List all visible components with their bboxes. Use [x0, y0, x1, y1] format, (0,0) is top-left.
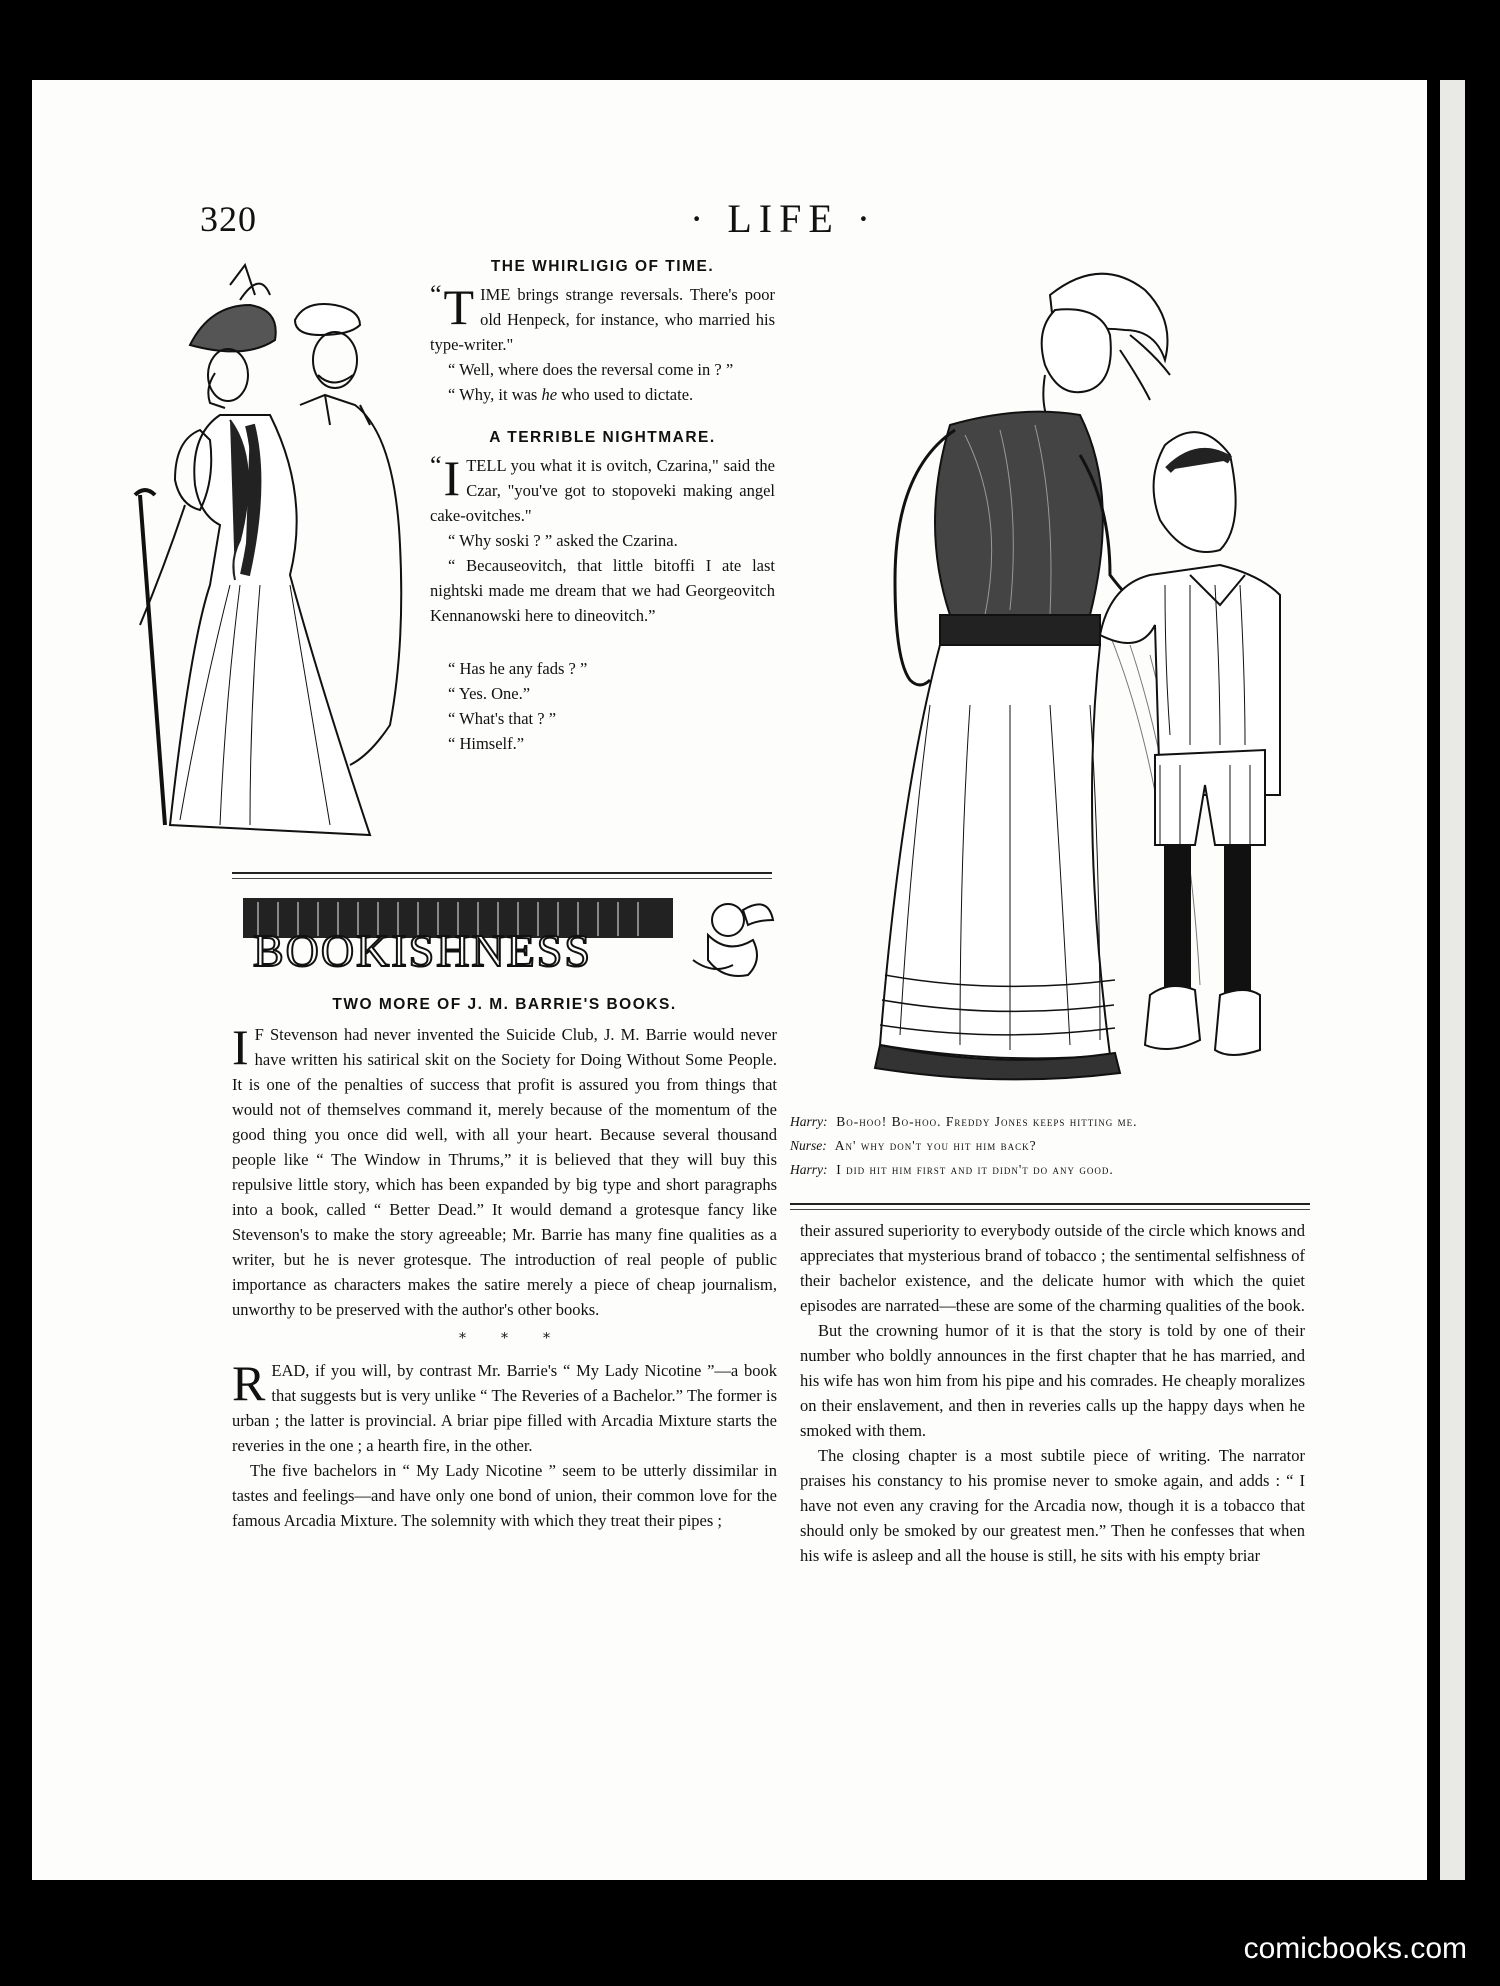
speaker: Harry:	[790, 1114, 828, 1129]
couple-illustration	[130, 255, 430, 855]
drop-cap: I	[232, 1019, 249, 1075]
nightmare-paragraph-1: “ I TELL you what it is ovitch, Czarina," said the Czar, "you've got to stopoveki making angel cake-ovitches."	[430, 450, 775, 525]
speaker: Nurse:	[790, 1138, 827, 1153]
speaker: Harry:	[790, 1162, 828, 1177]
section-stars: ⁎ ⁎ ⁎	[459, 1327, 550, 1342]
bookishness-banner	[238, 890, 778, 980]
caption-line-2: Nurse: An' why don't you hit him back?	[790, 1138, 1037, 1153]
whirligig-paragraph-3: “ Why, it was he who used to dictate.	[448, 385, 694, 404]
drop-cap: I	[443, 450, 461, 506]
divider-rule	[790, 1203, 1310, 1205]
masthead: · LIFE ·	[690, 196, 878, 241]
divider-rule	[790, 1209, 1310, 1210]
divider-rule	[232, 878, 772, 879]
fads-dialogue: “ Has he any fads ? ” “ Yes. One.” “ What's that ? ” “ Himself.”	[448, 659, 588, 753]
whirligig-paragraph-2: “ Well, where does the reversal come in ? ”	[448, 360, 734, 379]
divider-rule	[232, 872, 772, 874]
bookishness-banner-text: BOOKISHNESS	[253, 925, 592, 976]
bookishness-paragraph-3: The five bachelors in “ My Lady Nicotine ” seem to be utterly dissimilar in tastes and feelings—and have only one bond of union, their common love for the famous Arcadia Mixture. The solemnity with which they treat their pipes ;	[232, 1461, 777, 1530]
nurse-and-boy-illustration	[790, 255, 1380, 1105]
bookishness-title: TWO MORE OF J. M. BARRIE'S BOOKS.	[332, 996, 677, 1013]
bookishness-paragraph-2: R EAD, if you will, by contrast Mr. Barrie's “ My Lady Nicotine ”—a book that suggests but is very unlike “ The Reveries of a Bachelor.” The former is urban ; the latter is provincial. A briar pipe filled with Arcadia Mixture starts the reveries in the one ; a hearth fire, in the other.	[232, 1355, 777, 1455]
bookishness-paragraph-1: I F Stevenson had never invented the Suicide Club, J. M. Barrie would never have written his satirical skit on the Society for Doing Without Some People. It is one of the penalties of success that profit is assured you from things that would not of themselves command it, merely because of the momentum of the good thing you once did well, with all your heart. Because several thousand people like “ The Window in Thrums,” it is believed that they will buy this repulsive little story, which has been expanded by big type and short paragraphs into a book, called “ Better Dead.” It would demand a grotesque fancy like Stevenson's to make the story agreeable; Mr. Barrie has many fine qualities as a writer, but he is never grotesque. The introduction of real people of public importance as characters makes the satire merely a piece of cheap journalism, unworthy to be preserved with the author's other books.	[232, 1019, 777, 1319]
caption-line-3: Harry: I did hit him first and it didn't do any good.	[790, 1162, 1114, 1177]
adjacent-page-edge	[1440, 80, 1465, 1880]
cartoon-caption	[790, 1110, 1310, 1182]
caption-line-1: Harry: Bo-hoo! Bo-hoo. Freddy Jones keeps hitting me.	[790, 1114, 1138, 1129]
bookishness-paragraph-5: But the crowning humor of it is that the story is told by one of their number who boldly announces in the first chapter that he has married, and his wife has won him from his pipe and his comrades. He cheaply moralizes on their enslavement, and then in reveries calls up the happy days when he smoked with them.	[800, 1321, 1305, 1440]
whirligig-paragraph-1: “ T IME brings strange reversals. There's poor old Henpeck, for instance, who married his type-writer."	[430, 279, 775, 354]
drop-cap: T	[443, 279, 475, 335]
nightmare-paragraph-2: “ Why soski ? ” asked the Czarina.	[448, 531, 678, 550]
nightmare-paragraph-3: “ Becauseovitch, that little bitoffi I ate last nightski made me dream that we had Georgeovitch Kennanowski here to dineovitch.”	[430, 556, 775, 625]
bookishness-paragraph-6: The closing chapter is a most subtile piece of writing. The narrator praises his constancy to his promise never to smoke again, and adds : “ I have not even any craving for the Arcadia now, though it is a tobacco that should only be smoked by our greatest men.” Then he confesses that when his wife is asleep and all the house is still, he sits with his empty briar	[800, 1446, 1305, 1565]
drop-cap: R	[232, 1355, 266, 1411]
page-number: 320	[200, 199, 257, 239]
site-watermark: comicbooks.com	[1243, 1932, 1467, 1965]
whirligig-title: THE WHIRLIGIG OF TIME.	[490, 258, 715, 275]
nightmare-title: A TERRIBLE NIGHTMARE.	[489, 429, 716, 446]
bookishness-paragraph-4: their assured superiority to everybody outside of the circle which knows and appreciates that mysterious brand of tobacco ; the sentimental selfishness of their bachelor existence, and the delicate humor with which the quiet episodes are narrated—these are some of the charming qualities of the book.	[800, 1221, 1305, 1315]
